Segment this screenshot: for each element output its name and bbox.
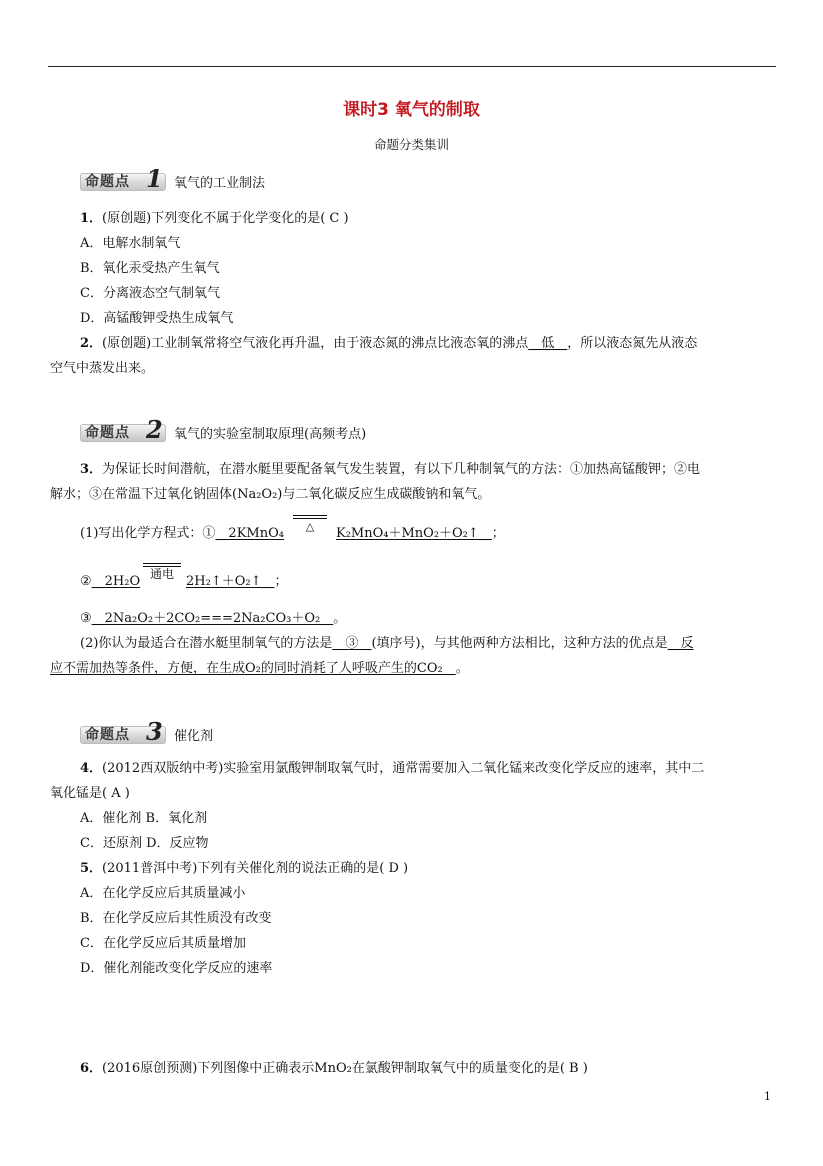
equation-1: (1)写出化学方程式：①__2KMnO₄ [80,526,284,541]
option: B．氧化汞受热产生氧气 [80,261,220,276]
section-badge-2 [80,415,367,444]
question-2-cont: 空气中蒸发出来。 [50,361,155,376]
option: A．催化剂 B．氧化剂 [80,811,208,826]
question-2: 2．(原创题)工业制氧常将空气液化再升温，由于液态氮的沸点比液态氧的沸点__低__，所以液态氮先从液态 [80,336,698,351]
reaction-condition: △ [293,515,327,532]
question-5: 5．(2011普洱中考)下列有关催化剂的说法正确的是( D ) [80,861,409,876]
question-3-part-2-cont: 应不需加热等条件，方便，在生成O₂的同时消耗了人呼吸产生的CO₂__。 [50,661,469,676]
page-number: 1 [764,1090,771,1103]
question-3: 3．为保证长时间潜航，在潜水艇里要配备氧气发生装置，有以下几种制氧气的方法：①加热高锰酸钾；②电 [80,462,701,477]
question-3-part-2: (2)你认为最适合在潜水艇里制氧气的方法是__③__(填序号)，与其他两种方法相比，这种方法的优点是__反 [80,636,694,651]
badge-number: 2 [146,415,163,444]
section-label: 催化剂 [174,729,214,744]
equation-3: ③__2Na₂O₂＋2CO₂===2Na₂CO₃＋O₂__。 [80,611,347,626]
option: D．高锰酸钾受热生成氧气 [80,311,234,326]
equation-1-products: K₂MnO₄＋MnO₂＋O₂↑__； [336,526,505,541]
option: C．在化学反应后其质量增加 [80,936,246,951]
question-4-cont: 氧化锰是( A ) [50,786,130,801]
option: C．分离液态空气制氧气 [80,286,220,301]
equation-2: ②__2H₂O [80,574,141,589]
option: A．电解水制氧气 [80,236,181,251]
answer: __低__ [528,336,568,351]
option: A．在化学反应后其质量减小 [80,886,246,901]
answer: __2H₂O [91,574,141,589]
badge-text: 命题点 [85,425,130,441]
badge-number: 3 [146,717,163,746]
question-3-cont: 解水；③在常温下过氧化钠固体(Na₂O₂)与二氧化碳反应生成碳酸钠和氧气。 [50,487,491,502]
answer: __③__ [332,636,372,651]
section-label: 氧气的实验室制取原理(高频考点) [174,427,367,442]
answer: __2KMnO₄ [215,526,284,541]
answer: 2H₂↑＋O₂↑__ [186,574,275,589]
option: C．还原剂 D．反应物 [80,836,209,851]
section-badge-1 [80,164,266,193]
answer: K₂MnO₄＋MnO₂＋O₂↑__ [336,526,492,541]
answer: 应不需加热等条件，方便，在生成O₂的同时消耗了人呼吸产生的CO₂__ [50,661,456,676]
question-6: 6．(2016原创预测)下列图像中正确表示MnO₂在氯酸钾制取氧气中的质量变化的是( B ) [80,1061,588,1076]
reaction-condition: 通电 [143,563,181,580]
answer: __反 [667,636,694,651]
header-rule [48,66,776,67]
option: D．催化剂能改变化学反应的速率 [80,961,273,976]
page-subtitle: 命题分类集训 [373,137,449,152]
page-title: 课时3 氧气的制取 [343,100,480,120]
section-badge-3 [80,717,214,746]
question-1: 1．(原创题)下列变化不属于化学变化的是( C ) [80,211,349,226]
section-label: 氧气的工业制法 [174,176,266,191]
badge-text: 命题点 [85,727,130,743]
badge-text: 命题点 [85,174,130,190]
option: B．在化学反应后其性质没有改变 [80,911,272,926]
equation-2-products: 2H₂↑＋O₂↑__； [186,574,288,589]
question-4: 4．(2012西双版纳中考)实验室用氯酸钾制取氧气时，通常需要加入二氧化锰来改变化学反应的速率，其中二 [80,761,705,776]
answer: __2Na₂O₂＋2CO₂===2Na₂CO₃＋O₂__ [91,611,334,626]
badge-number: 1 [146,164,163,193]
